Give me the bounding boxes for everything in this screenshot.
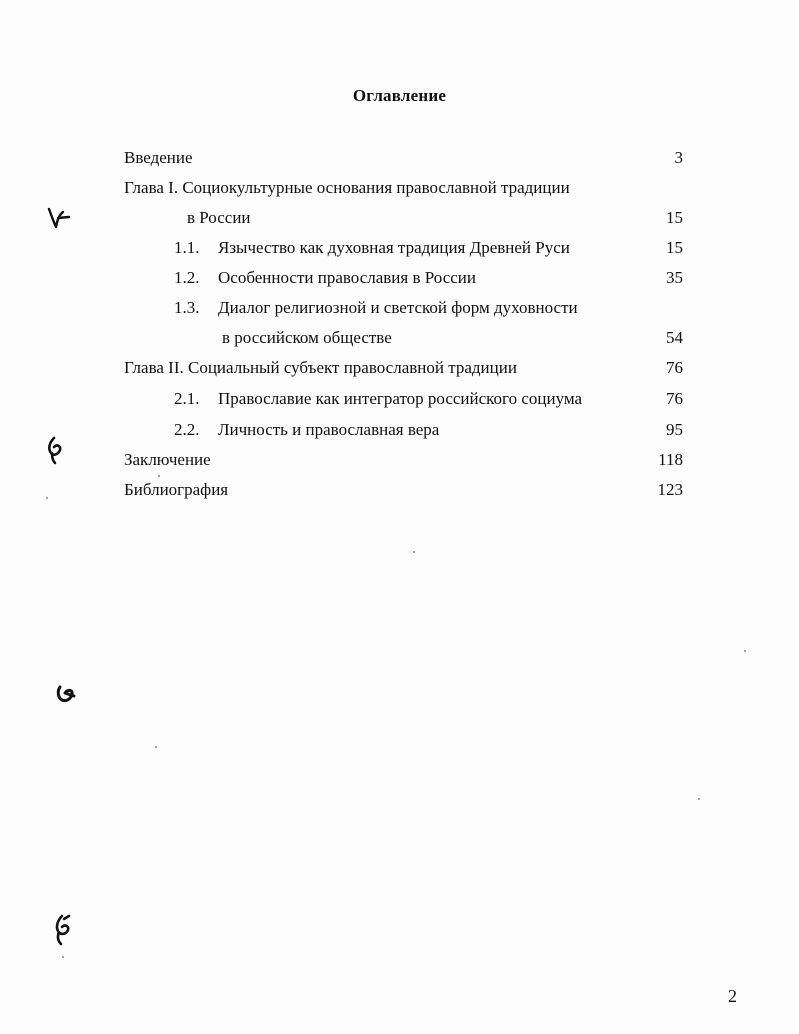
scan-speck xyxy=(158,475,160,477)
toc-entry-section-1-1 xyxy=(174,237,570,259)
toc-page-number: 3 xyxy=(674,148,683,167)
toc-page-number: 76 xyxy=(666,389,683,408)
section-title: Особенности православия в России xyxy=(218,268,476,287)
scan-speck xyxy=(46,497,48,499)
section-number: 2.1. xyxy=(174,389,200,408)
toc-entry-conclusion: Заключение xyxy=(124,450,211,469)
toc-entry-introduction: Введение xyxy=(124,148,193,167)
scan-speck xyxy=(698,798,700,800)
toc-page-number: 95 xyxy=(666,420,683,439)
handwritten-mark xyxy=(46,205,72,231)
section-number: 1.2. xyxy=(174,268,200,287)
section-number: 1.1. xyxy=(174,238,200,257)
section-title: Диалог религиозной и светской форм духовности xyxy=(218,298,578,317)
toc-entry-section-2-1 xyxy=(174,388,582,410)
scan-speck xyxy=(62,956,64,958)
page-title: Оглавление xyxy=(352,86,447,105)
section-title: Православие как интегратор российского социума xyxy=(218,389,583,408)
scan-speck xyxy=(413,551,415,553)
handwritten-mark xyxy=(54,683,78,705)
toc-page-number: 76 xyxy=(666,358,683,377)
toc-entry-section-1-3 xyxy=(174,297,578,319)
handwritten-mark xyxy=(44,435,68,465)
scan-speck xyxy=(155,746,157,748)
section-number: 1.3. xyxy=(174,298,200,317)
toc-entry-section-2-2 xyxy=(174,419,439,441)
section-number: 2.2. xyxy=(174,420,200,439)
toc-page-number: 54 xyxy=(666,328,683,347)
scan-speck xyxy=(744,650,746,652)
section-title: Личность и православная вера xyxy=(218,420,440,439)
toc-entry-section-1-3-continued: в российском обществе xyxy=(222,328,392,347)
page-number: 2 xyxy=(728,986,737,1006)
toc-entry-chapter-1: Глава I. Социокультурные основания православной традиции xyxy=(124,178,570,197)
toc-entry-bibliography: Библиография xyxy=(124,480,229,499)
toc-page-number: 35 xyxy=(666,268,683,287)
toc-page-number: 15 xyxy=(666,208,683,227)
section-title: Язычество как духовная традиция Древней Руси xyxy=(218,238,570,257)
handwritten-mark xyxy=(50,913,76,947)
toc-entry-section-1-2 xyxy=(174,267,476,289)
toc-entry-chapter-1-continued: в России xyxy=(187,208,251,227)
toc-page-number: 15 xyxy=(666,238,683,257)
toc-entry-chapter-2: Глава II. Социальный субъект православной традиции xyxy=(124,358,517,377)
toc-page-number: 123 xyxy=(657,480,683,499)
toc-page-number: 118 xyxy=(658,450,683,469)
